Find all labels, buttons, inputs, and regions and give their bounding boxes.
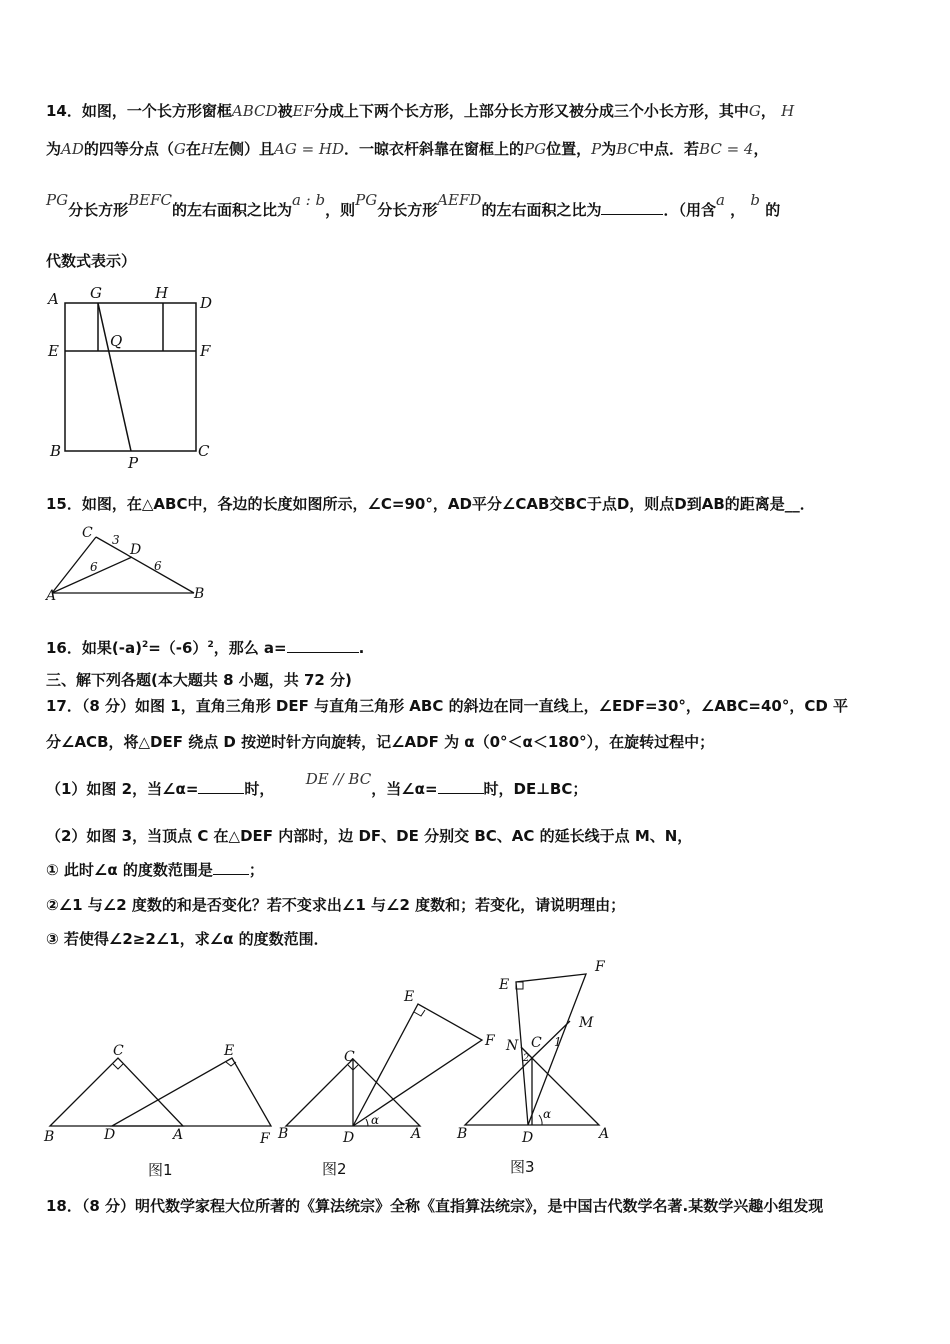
q17-line7: ③ 若使得∠2≥2∠1，求∠α 的度数范围． <box>46 930 329 948</box>
label-m: M <box>579 1015 594 1031</box>
answer-blank-q17-1b[interactable] <box>438 779 484 794</box>
q17-line1: 17．（8 分）如图 1，直角三角形 DEF 与直角三角形 ABC 的斜边在同一直线上，∠EDF=30°，∠ABC=40°，CD 平 <box>46 697 849 715</box>
q15-figure <box>44 520 214 605</box>
q17-line5: ① 此时∠α 的度数范围是 ； <box>46 861 264 879</box>
side-cb <box>96 537 194 593</box>
q15-text: 15．如图，在△ABC中，各边的长度如图所示，∠C=90°，AD平分∠CAB交BC于点D，则点D到AB的距离是__． <box>46 495 815 513</box>
label-b: B <box>457 1126 468 1142</box>
q14-line3: PG分长方形BEFC的左右面积之比为a : b，则PG分长方形AEFD的左右面积之比为 ．（用含a ， b 的 <box>46 191 781 219</box>
label-p: P <box>128 454 139 470</box>
label-e: E <box>224 1043 235 1059</box>
q17-line6: ②∠1 与∠2 度数的和是否变化？若不变求出∠1 与∠2 度数和；若变化，请说明理由； <box>46 896 626 914</box>
label-c: C <box>113 1043 124 1059</box>
label-f: F <box>485 1033 495 1049</box>
label-d: D <box>343 1130 355 1146</box>
q18-text: 18．（8 分）明代数学家程大位所著的《算法统宗》全称《直指算法统宗》，是中国古代数学名著.某数学兴趣小组发现 <box>46 1197 824 1215</box>
label-d: D <box>130 542 142 558</box>
label-h: H <box>155 284 169 302</box>
label-g: G <box>90 284 102 302</box>
q17-line4: （2）如图 3，当顶点 C 在△DEF 内部时，边 DF、DE 分别交 BC、AC 的延长线于点 M、N， <box>46 827 693 845</box>
label-b: B <box>194 586 205 602</box>
caption-fig3: 图3 <box>510 1158 535 1176</box>
label-f: F <box>260 1131 270 1147</box>
q14-figure <box>44 280 224 470</box>
label-b: B <box>44 1129 55 1145</box>
triangle-def <box>112 1058 271 1126</box>
right-angle-c <box>113 1064 123 1069</box>
right-angle-e <box>226 1062 236 1066</box>
label-6-ad: 6 <box>90 560 98 574</box>
answer-blank-q16[interactable] <box>287 638 359 653</box>
caption-fig2: 图2 <box>322 1160 347 1178</box>
label-3: 3 <box>112 533 120 547</box>
label-e: E <box>499 977 510 993</box>
q17-line3: （1）如图 2，当∠α= 时， DE // BC，当∠α= 时，DE⊥BC； <box>46 770 588 798</box>
label-d: D <box>200 294 213 312</box>
section3-heading: 三、解下列各题(本大题共 8 小题，共 72 分) <box>46 671 352 689</box>
label-b: B <box>50 442 62 460</box>
answer-blank-q14[interactable] <box>601 200 663 215</box>
label-c: C <box>82 525 93 541</box>
caption-fig1: 图1 <box>148 1161 173 1179</box>
q17-line2: 分∠ACB，将△DEF 绕点 D 按逆时针方向旋转，记∠ADF 为 α（0°＜α＜180°），在旋转过程中； <box>46 733 715 751</box>
label-d: D <box>104 1127 116 1143</box>
label-a: A <box>411 1126 422 1142</box>
label-a: A <box>46 588 57 604</box>
label-d: D <box>522 1130 534 1146</box>
label-n: N <box>506 1038 519 1054</box>
label-e: E <box>48 342 59 360</box>
q17-figure1 <box>40 1035 280 1180</box>
label-f: F <box>200 342 211 360</box>
label-b: B <box>278 1126 289 1142</box>
label-a: A <box>48 290 59 308</box>
label-angle-1: 1 <box>554 1035 562 1049</box>
label-e: E <box>404 989 415 1005</box>
label-a: A <box>599 1126 610 1142</box>
q14-line4: 代数式表示） <box>46 252 137 270</box>
label-c: C <box>198 442 210 460</box>
label-c: C <box>531 1035 542 1051</box>
pole-pg <box>98 303 131 451</box>
label-c: C <box>344 1049 355 1065</box>
label-alpha: α <box>371 1113 380 1127</box>
window-frame-rect <box>65 303 196 451</box>
angle-alpha-arc <box>539 1115 542 1125</box>
q16-text: 16．如果$(-a)^2=(-6)^2$，那么 a= . <box>46 639 365 657</box>
q14-line1: 14．如图，一个长方形窗框ABCD被EF分成上下两个长方形，上部分长方形又被分成三个小长方形，其中G， H <box>46 102 795 120</box>
q17-figure3 <box>455 955 625 1180</box>
right-angle-e <box>414 1010 425 1016</box>
label-f: F <box>595 959 605 975</box>
label-alpha: α <box>543 1107 552 1121</box>
angle-alpha-arc <box>366 1119 368 1126</box>
q14-line2: 为AD的四等分点（G在H左侧）且AG = HD．一晾衣杆斜靠在窗框上的PG位置，P为BC中点．若BC = 4， <box>46 140 769 158</box>
label-a: A <box>173 1127 184 1143</box>
label-q: Q <box>110 332 123 350</box>
label-6-db: 6 <box>154 559 162 573</box>
answer-blank-q17-2[interactable] <box>213 860 249 875</box>
answer-blank-q17-1a[interactable] <box>198 779 244 794</box>
label-angle-2: 2 <box>523 1053 530 1064</box>
